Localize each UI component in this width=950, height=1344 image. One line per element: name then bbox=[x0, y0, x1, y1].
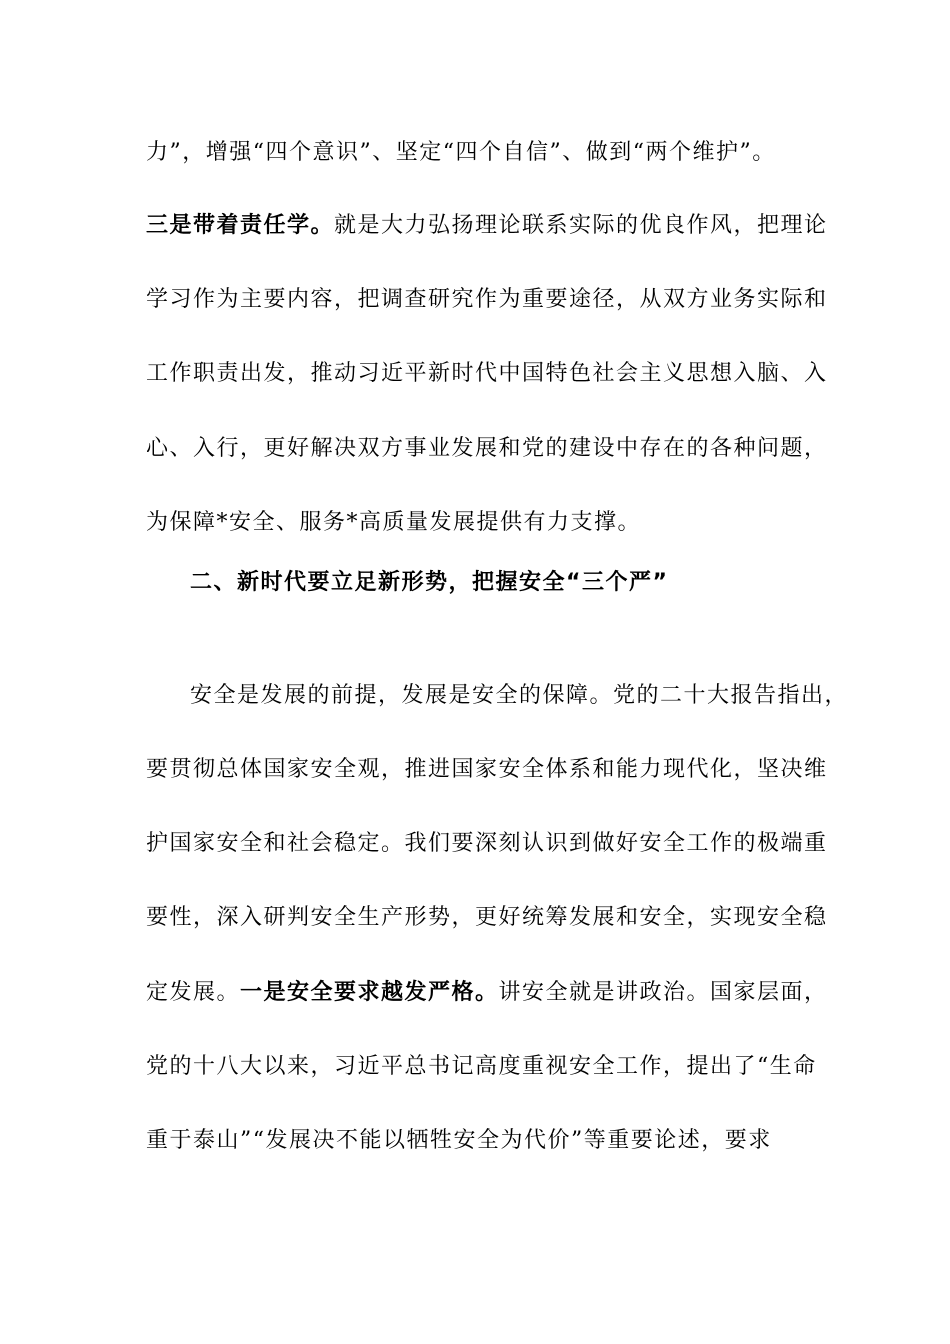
line-text: 要性，深入研判安全生产形势，更好统筹发展和安全，实现安全稳 bbox=[146, 905, 828, 930]
line-text: 就是大力弘扬理论联系实际的优良作风，把理论 bbox=[334, 213, 828, 238]
paragraph-line-2 bbox=[146, 211, 828, 241]
paragraph-line-14 bbox=[146, 1126, 816, 1156]
bold-lead-text: 一是安全要求越发严格。 bbox=[240, 980, 499, 1005]
line-text: 护国家安全和社会稳定。我们要深刻认识到做好安全工作的极端重 bbox=[146, 831, 828, 856]
line-text: 力”，增强“四个意识”、坚定“四个自信”、做到“两个维护”。 bbox=[146, 140, 776, 165]
line-text: 工作职责出发，推动习近平新时代中国特色社会主义思想入脑、入 bbox=[146, 361, 828, 386]
paragraph-line-13 bbox=[146, 1052, 816, 1082]
line-text: 讲安全就是讲政治。国家层面， bbox=[498, 980, 828, 1005]
paragraph-line-8 bbox=[190, 681, 849, 711]
line-text-before: 定发展。 bbox=[146, 980, 241, 1005]
paragraph-line-10 bbox=[146, 829, 828, 859]
paragraph-line-5 bbox=[146, 434, 828, 464]
paragraph-line-9 bbox=[146, 755, 828, 785]
line-text: 党的十八大以来，习近平总书记高度重视安全工作，提出了“生命 bbox=[146, 1054, 817, 1079]
line-text: 重于泰山”“发展决不能以牺牲安全为代价”等重要论述，要求 bbox=[146, 1128, 772, 1153]
paragraph-line-6 bbox=[146, 508, 816, 538]
paragraph-line-12 bbox=[146, 978, 828, 1008]
paragraph-line-1 bbox=[146, 138, 816, 168]
line-text: 安全是发展的前提，发展是安全的保障。党的二十大报告指出， bbox=[190, 683, 849, 708]
paragraph-line-3 bbox=[146, 285, 828, 315]
line-text: 要贯彻总体国家安全观，推进国家安全体系和能力现代化，坚决维 bbox=[146, 757, 828, 782]
line-text: 为保障*安全、服务*高质量发展提供有力支撑。 bbox=[146, 510, 642, 535]
heading-text: 二、新时代要立足新形势，把握安全“三个严” bbox=[190, 570, 669, 595]
bold-lead-text: 三是带着责任学。 bbox=[146, 213, 335, 238]
line-text: 学习作为主要内容，把调查研究作为重要途径，从双方业务实际和 bbox=[146, 287, 828, 312]
paragraph-line-4 bbox=[146, 359, 828, 389]
paragraph-line-11 bbox=[146, 903, 828, 933]
line-text: 心、入行，更好解决双方事业发展和党的建设中存在的各种问题， bbox=[146, 436, 828, 461]
section-heading bbox=[190, 568, 816, 598]
